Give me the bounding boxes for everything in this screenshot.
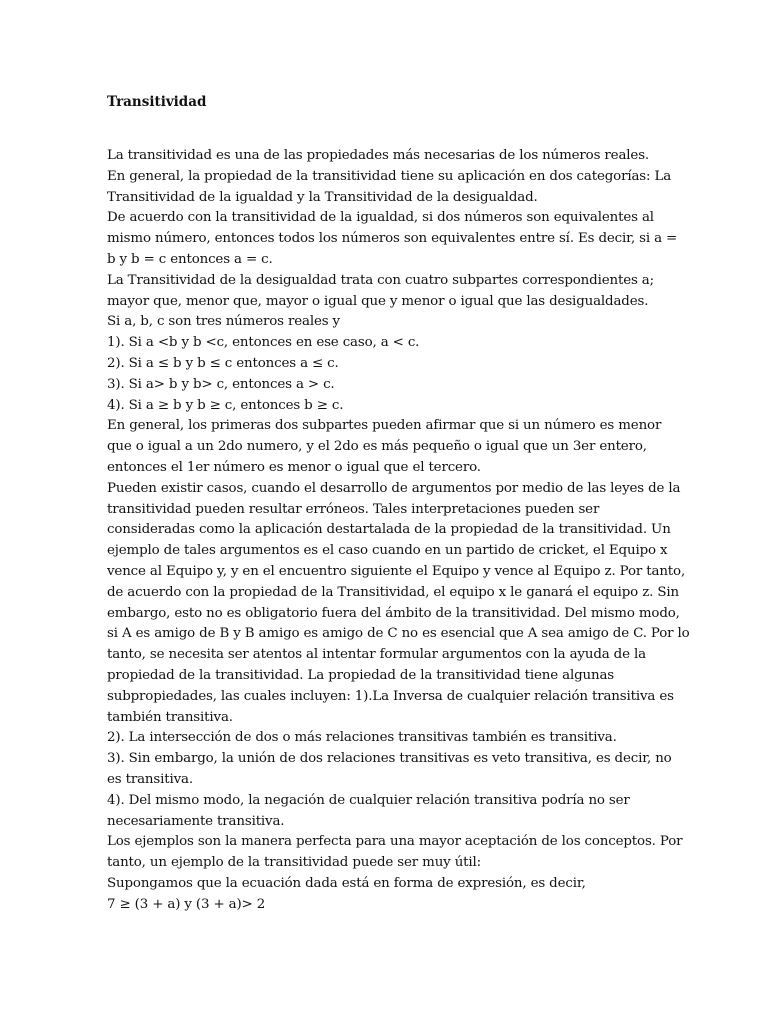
text-line: Supongamos que la ecuación dada está en forma de expresión, es decir, — [107, 875, 586, 891]
text-line: Pueden existir casos, cuando el desarrollo de argumentos por medio de las leyes de la — [107, 480, 681, 496]
text-line: que o igual a un 2do numero, y el 2do es más pequeño o igual que un 3er entero, — [107, 439, 647, 455]
text-line: mismo número, entonces todos los números son equivalentes entre sí. Es decir, si a = — [107, 231, 678, 247]
text-line: transitividad pueden resultar erróneos. Tales interpretaciones pueden ser — [107, 501, 600, 517]
text-line: 1). Si a <b y b <c, entonces en ese caso, a < c. — [107, 335, 420, 351]
text-line: En general, los primeras dos subpartes pueden afirmar que si un número es menor — [107, 418, 662, 434]
text-line: Si a, b, c son tres números reales y — [107, 314, 340, 330]
document-title: Transitividad — [107, 94, 207, 110]
text-line: 3). Sin embargo, la unión de dos relaciones transitivas es veto transitiva, es decir, no — [107, 751, 672, 767]
text-line: b y b = c entonces a = c. — [107, 251, 273, 267]
text-line: es transitiva. — [107, 771, 193, 787]
text-line: 3). Si a> b y b> c, entonces a > c. — [107, 376, 335, 392]
text-line: necesariamente transitiva. — [107, 813, 285, 829]
text-line: 7 ≥ (3 + a) y (3 + a)> 2 — [107, 896, 266, 912]
text-line: consideradas como la aplicación destartalada de la propiedad de la transitividad. Un — [107, 522, 671, 538]
text-line: Los ejemplos son la manera perfecta para una mayor aceptación de los conceptos. Por — [107, 834, 683, 850]
text-line: entonces el 1er número es menor o igual que el tercero. — [107, 459, 481, 475]
text-line: En general, la propiedad de la transitividad tiene su aplicación en dos categorías: La — [107, 168, 672, 184]
text-line: 2). Si a ≤ b y b ≤ c entonces a ≤ c. — [107, 355, 339, 371]
text-line: propiedad de la transitividad. La propiedad de la transitividad tiene algunas — [107, 667, 614, 683]
text-line: 4). Del mismo modo, la negación de cualquier relación transitiva podría no ser — [107, 792, 630, 808]
text-line: ejemplo de tales argumentos es el caso cuando en un partido de cricket, el Equipo x — [107, 543, 668, 559]
text-line: 4). Si a ≥ b y b ≥ c, entonces b ≥ c. — [107, 397, 344, 413]
text-line: si A es amigo de B y B amigo es amigo de C no es esencial que A sea amigo de C. Por lo — [107, 626, 690, 642]
text-line: vence al Equipo y, y en el encuentro siguiente el Equipo y vence al Equipo z. Por tanto, — [107, 563, 686, 579]
text-line: también transitiva. — [107, 709, 233, 725]
text-line: embargo, esto no es obligatorio fuera del ámbito de la transitividad. Del mismo modo, — [107, 605, 680, 621]
text-line: De acuerdo con la transitividad de la igualdad, si dos números son equivalentes al — [107, 210, 654, 226]
text-line: tanto, un ejemplo de la transitividad puede ser muy útil: — [107, 855, 482, 871]
text-line: 2). La intersección de dos o más relaciones transitivas también es transitiva. — [107, 730, 617, 746]
document-page — [107, 92, 690, 915]
text-line: de acuerdo con la propiedad de la Transitividad, el equipo x le ganará el equipo z. Sin — [107, 584, 679, 600]
text-line: tanto, se necesita ser atentos al intentar formular argumentos con la ayuda de la — [107, 647, 646, 663]
text-line: Transitividad de la igualdad y la Transitividad de la desigualdad. — [107, 189, 538, 205]
text-line: mayor que, menor que, mayor o igual que y menor o igual que las desigualdades. — [107, 293, 649, 309]
text-line: La transitividad es una de las propiedades más necesarias de los números reales. — [107, 148, 650, 163]
text-line: subpropiedades, las cuales incluyen: 1).La Inversa de cualquier relación transitiva es — [107, 688, 674, 704]
document-body — [107, 146, 690, 915]
text-line: La Transitividad de la desigualdad trata con cuatro subpartes correspondientes a; — [107, 272, 654, 288]
